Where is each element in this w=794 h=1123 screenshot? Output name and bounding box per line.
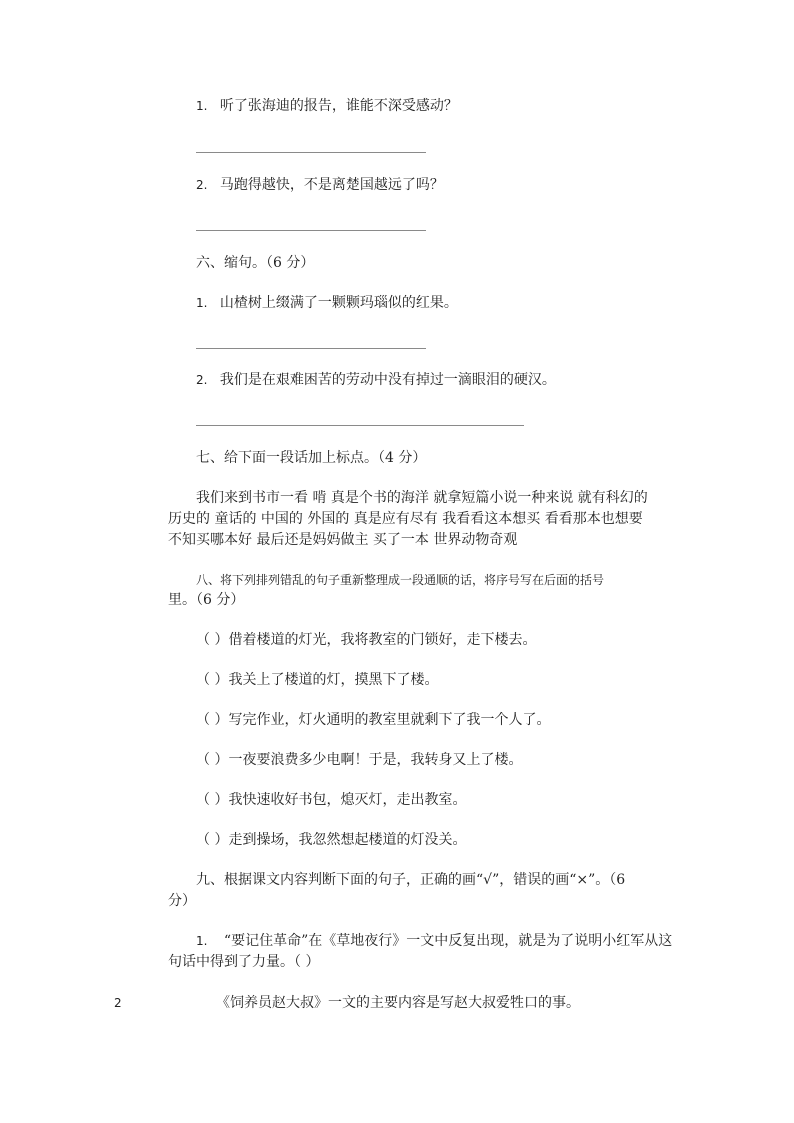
sec8-item-1: （ ）借着楼道的灯光，我将教室的门锁好，走下楼去。 (196, 632, 537, 648)
sec8-item-2: （ ）我关上了楼道的灯，摸黑下了楼。 (196, 672, 439, 688)
question-number: 1. (196, 934, 208, 948)
sec7-paragraph-line-1: 我们来到书市一看 啃 真是个书的海洋 就拿短篇小说一种来说 就有科幻的 (196, 490, 648, 506)
sec5-question-2 (196, 176, 444, 194)
sec6-question-1 (196, 294, 458, 312)
sec8-item-3: （ ）写完作业，灯火通明的教室里就剩下了我一个人了。 (196, 712, 551, 728)
answer-line (196, 152, 426, 153)
answer-line (196, 425, 524, 426)
sec9-question-2-text: 《饲养员赵大叔》一文的主要内容是写赵大叔爱牲口的事。 (216, 995, 580, 1011)
question-number: 2. (196, 373, 208, 387)
sec7-paragraph-line-3: 不知买哪本好 最后还是妈妈做主 买了一本 世界动物奇观 (168, 532, 518, 548)
sec7-heading: 七、给下面一段话加上标点。（4 分） (196, 450, 427, 466)
question-number: 1. (196, 296, 208, 310)
question-text: “要记住革命”在《草地夜行》一文中反复出现，就是为了说明小红军从这 (223, 933, 673, 949)
sec8-heading-line-2: 里。（6 分） (168, 592, 245, 608)
sec6-question-2 (196, 371, 556, 389)
question-number: 2. (196, 178, 208, 192)
sec8-item-4: （ ）一夜要浪费多少电啊！于是，我转身又上了楼。 (196, 752, 523, 768)
sec8-item-6: （ ）走到操场，我忽然想起楼道的灯没关。 (196, 832, 467, 848)
sec9-question-1-line-1 (196, 932, 672, 950)
question-text: 我们是在艰难困苦的劳动中没有掉过一滴眼泪的硬汉。 (219, 372, 556, 388)
question-text: 山楂树上缀满了一颗颗玛瑙似的红果。 (219, 295, 458, 311)
question-number: 1. (196, 99, 208, 113)
sec6-heading: 六、缩句。（6 分） (196, 255, 315, 271)
sec8-heading-line-1: 八、将下列排列错乱的句子重新整理成一段通顺的话，将序号写在后面的括号 (196, 573, 605, 587)
answer-line (196, 230, 426, 231)
sec9-heading-line-1: 九、根据课文内容判断下面的句子，正确的画“√”，错误的画“×”。（6 (196, 872, 626, 888)
sec8-item-5: （ ）我快速收好书包，熄灭灯，走出教室。 (196, 792, 467, 808)
sec5-question-1 (196, 97, 458, 115)
answer-line (196, 348, 426, 349)
sec9-question-1-line-2: 句话中得到了力量。（ ） (168, 954, 320, 970)
sec7-paragraph-line-2: 历史的 童话的 中国的 外国的 真是应有尽有 我看看这本想买 看看那本也想要 (168, 511, 643, 527)
question-text: 听了张海迪的报告，谁能不深受感动？ (219, 98, 458, 114)
sec9-heading-line-2: 分） (168, 893, 196, 909)
question-text: 马跑得越快，不是离楚国越远了吗？ (219, 177, 444, 193)
sec9-question-2-number: 2 (114, 996, 122, 1010)
